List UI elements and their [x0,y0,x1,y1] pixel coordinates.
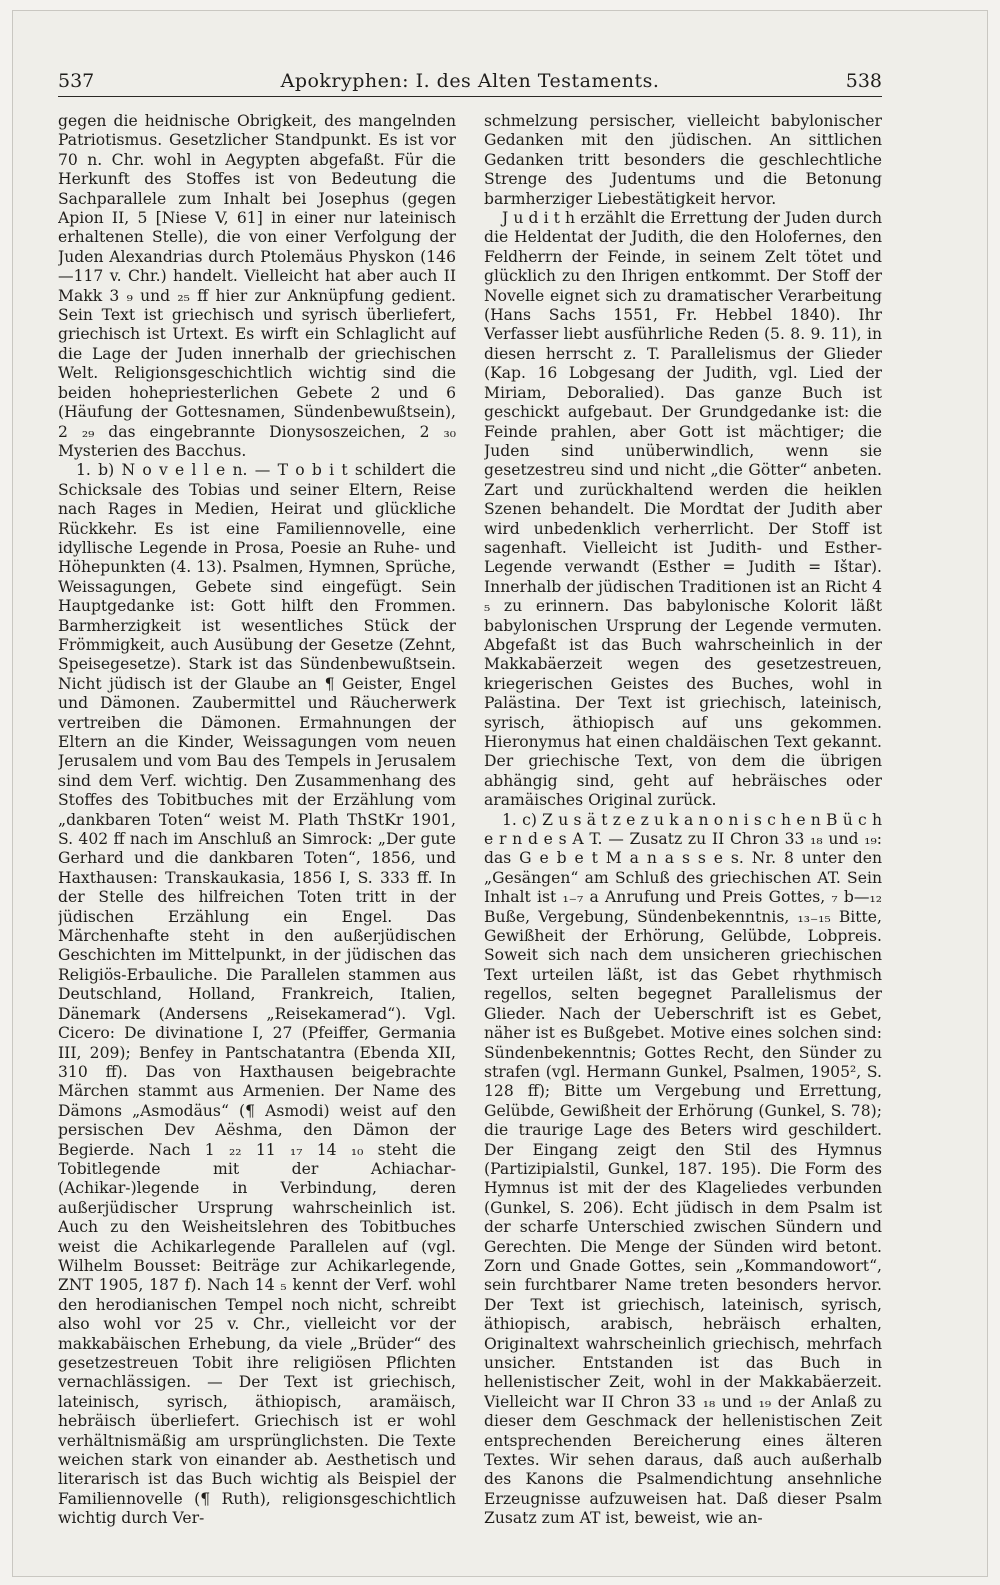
paragraph: schmelzung persischer, vielleicht babylonischer Gedanken mit den jüdischen. An sittlichen Gedanken tritt besonders die geschlechtliche Strenge des Judentums und die Betonung barmherziger Liebestätigkeit hervor. [484,112,882,208]
page-number-right: 538 [845,70,882,92]
header-rule [58,96,882,97]
right-column [484,112,882,1532]
paragraph: 1. c) Z u s ä t z e z u k a n o n i s c h e n B ü c h e r n d e s A T. — Zusatz zu II Chron 33 ₁₈ und ₁₉: das G e b e t M a n a s s e s. Nr. 8 unter den „Gesängen“ am Schluß des griechischen AT. Sein Inhalt ist ₁₋₇ a Anrufung und Preis Gottes, ₇ b—₁₂ Buße, Vergebung, Sündenbekenntnis, ₁₃₋₁₅ Bitte, Gewißheit der Erhörung, Gelübde, Lobpreis. Soweit sich nach dem unsicheren griechischen Text urteilen läßt, ist das Gebet rhythmisch regellos, selten begegnet Parallelismus der Glieder. Nach der Ueberschrift ist es Gebet, näher ist es Bußgebet. Motive eines solchen sind: Sündenbekenntnis; Gottes Recht, den Sünder zu strafen (vgl. Hermann Gunkel, Psalmen, 1905², S. 128 ff); Bitte um Vergebung und Errettung, Gelübde, Gewißheit der Erhörung (Gunkel, S. 78); die traurige Lage des Beters wird geschildert. Der Eingang zeigt den Stil des Hymnus (Partizipialstil, Gunkel, 187. 195). Die Form des Hymnus ist mit der des Klageliedes verbunden (Gunkel, S. 206). Echt jüdisch in dem Psalm ist der scharfe Unterschied zwischen Sündern und Gerechten. Die Menge der Sünden wird betont. Zorn und Gnade Gottes, sein „Kommandowort“, sein furchtbarer Name treten besonders hervor. Der Text ist griechisch, lateinisch, syrisch, äthiopisch, arabisch, hebräisch erhalten, Originaltext wahrscheinlich griechisch, mehrfach unsicher. Entstanden ist das Buch in hellenistischer Zeit, wohl in der Makkabäerzeit. Vielleicht war II Chron 33 ₁₈ und ₁₉ der Anlaß zu dieser dem Geschmack der hellenistischen Zeit entsprechenden Bereicherung eines älteren Textes. Wir sehen daraus, daß auch außerhalb des Kanons die Psalmendichtung ansehnliche Erzeugnisse aufzuweisen hat. Daß dieser Psalm Zusatz zum AT ist, beweist, wie an- [484,810,882,1528]
running-header [58,64,882,104]
paragraph: gegen die heidnische Obrigkeit, des mangelnden Patriotismus. Gesetzlicher Standpunkt. Es ist vor 70 n. Chr. wohl in Aegypten abgefaßt. Für die Herkunft des Stoffes ist von Bedeutung die Sachparallele zum Inhalt bei Josephus (gegen Apion II, 5 [Niese V, 61] in einer nur lateinisch erhaltenen Stelle), die von einer Verfolgung der Juden Alexandrias durch Ptolemäus Physkon (146—117 v. Chr.) handelt. Vielleicht hat aber auch II Makk 3 ₉ und ₂₅ ff hier zur Anknüpfung gedient. Sein Text ist griechisch und syrisch überliefert, griechisch ist Urtext. Es wirft ein Schlaglicht auf die Lage der Juden innerhalb der griechischen Welt. Religionsgeschichtlich wichtig sind die beiden hohepriesterlichen Gebete 2 und 6 (Häufung der Gottesnamen, Sündenbewußtsein), 2 ₂₉ das eingebrannte Dionysoszeichen, 2 ₃₀ Mysterien des Bacchus. [58,112,456,460]
paragraph: 1. b) N o v e l l e n. — T o b i t schildert die Schicksale des Tobias und seiner Eltern, Reise nach Rages in Medien, Heirat und glückliche Rückkehr. Es ist eine Familiennovelle, eine idyllische Legende in Prosa, Poesie an Ruhe- und Höhepunkten (4. 13). Psalmen, Hymnen, Sprüche, Weissagungen, Gebete sind eingefügt. Sein Hauptgedanke ist: Gott hilft den Frommen. Barmherzigkeit ist wesentliches Stück der Frömmigkeit, auch Ausübung der Gesetze (Zehnt, Speisegesetze). Stark ist das Sündenbewußtsein. Nicht jüdisch ist der Glaube an ¶ Geister, Engel und Dämonen. Zaubermittel und Räucherwerk vertreiben die Dämonen. Ermahnungen der Eltern an die Kinder, Weissagungen vom neuen Jerusalem und vom Bau des Tempels in Jerusalem sind dem Verf. wichtig. Den Zusammenhang des Stoffes des Tobitbuches mit der Erzählung vom „dankbaren Toten“ weist M. Plath ThStKr 1901, S. 402 ff nach im Anschluß an Simrock: „Der gute Gerhard und die dankbaren Toten“, 1856, und Haxthausen: Transkaukasia, 1856 I, S. 333 ff. In der Stelle des hilfreichen Toten tritt in der jüdischen Erzählung ein Engel. Das Märchenhafte steht in den außerjüdischen Geschichten im Mittelpunkt, in der jüdischen das Religiös-Erbauliche. Die Parallelen stammen aus Deutschland, Holland, Frankreich, Italien, Dänemark (Andersens „Reisekamerad“). Vgl. Cicero: De divinatione I, 27 (Pfeiffer, Germania III, 209); Benfey in Pantschatantra (Ebenda XII, 310 ff). Das von Haxthausen beigebrachte Märchen stammt aus Armenien. Der Name des Dämons „Asmodäus“ (¶ Asmodi) weist auf den persischen Dev Aëshma, den Dämon der Begierde. Nach 1 ₂₂ 11 ₁₇ 14 ₁₀ steht die Tobitlegende mit der Achiachar- (Achikar-)legende in Verbindung, deren außerjüdischer Ursprung wahrscheinlich ist. Auch zu den Weisheitslehren des Tobitbuches weist die Achikarlegende Parallelen auf (vgl. Wilhelm Bousset: Beiträge zur Achikarlegende, ZNT 1905, 187 f). Nach 14 ₅ kennt der Verf. wohl den herodianischen Tempel noch nicht, schreibt also wohl vor 25 v. Chr., vielleicht vor der makkabäischen Erhebung, da viele „Brüder“ des gesetzestreuen Tobit ihre religiösen Pflichten vernachlässigen. — Der Text ist griechisch, lateinisch, syrisch, äthiopisch, aramäisch, hebräisch überliefert. Griechisch ist er wohl verhältnismäßig am ursprünglichsten. Die Texte weichen stark von einander ab. Aesthetisch und literarisch ist das Buch wichtig als Beispiel der Familiennovelle (¶ Ruth), religionsgeschichtlich wichtig durch Ver- [58,461,456,1528]
page-number-left: 537 [58,70,95,92]
left-column [58,112,456,1532]
running-title: Apokryphen: I. des Alten Testaments. [280,70,660,92]
paragraph: J u d i t h erzählt die Errettung der Juden durch die Heldentat der Judith, die den Holofernes, den Feldherrn der Feinde, in seinem Zelt tötet und glücklich zu den Ihrigen entkommt. Der Stoff der Novelle eignet sich zu dramatischer Verarbeitung (Hans Sachs 1551, Fr. Hebbel 1840). Ihr Verfasser liebt ausführliche Reden (5. 8. 9. 11), in diesen herrscht z. T. Parallelismus der Glieder (Kap. 16 Lobgesang der Judith, vgl. Lied der Miriam, Deboralied). Das ganze Buch ist geschickt aufgebaut. Der Grundgedanke ist: die Feinde prahlen, aber Gott ist mächtiger; die Juden sind unüberwindlich, wenn sie gesetzestreu sind und nicht „die Götter“ anbeten. Zart und zurückhaltend werden die heiklen Szenen behandelt. Die Mordtat der Judith aber wird unbedenklich verherrlicht. Der Stoff ist sagenhaft. Vielleicht ist Judith- und Esther-Legende verwandt (Esther = Judith = Ištar). Innerhalb der jüdischen Traditionen ist an Richt 4 ₅ zu erinnern. Das babylonische Kolorit läßt babylonischen Ursprung der Legende vermuten. Abgefaßt ist das Buch wahrscheinlich in der Makkabäerzeit wegen des gesetzestreuen, kriegerischen Geistes des Buches, wohl in Palästina. Der Text ist griechisch, lateinisch, syrisch, äthiopisch auf uns gekommen. Hieronymus hat einen chaldäischen Text gekannt. Der griechische Text, von dem die übrigen abhängig sind, geht auf hebräisches oder aramäisches Original zurück. [484,209,882,810]
